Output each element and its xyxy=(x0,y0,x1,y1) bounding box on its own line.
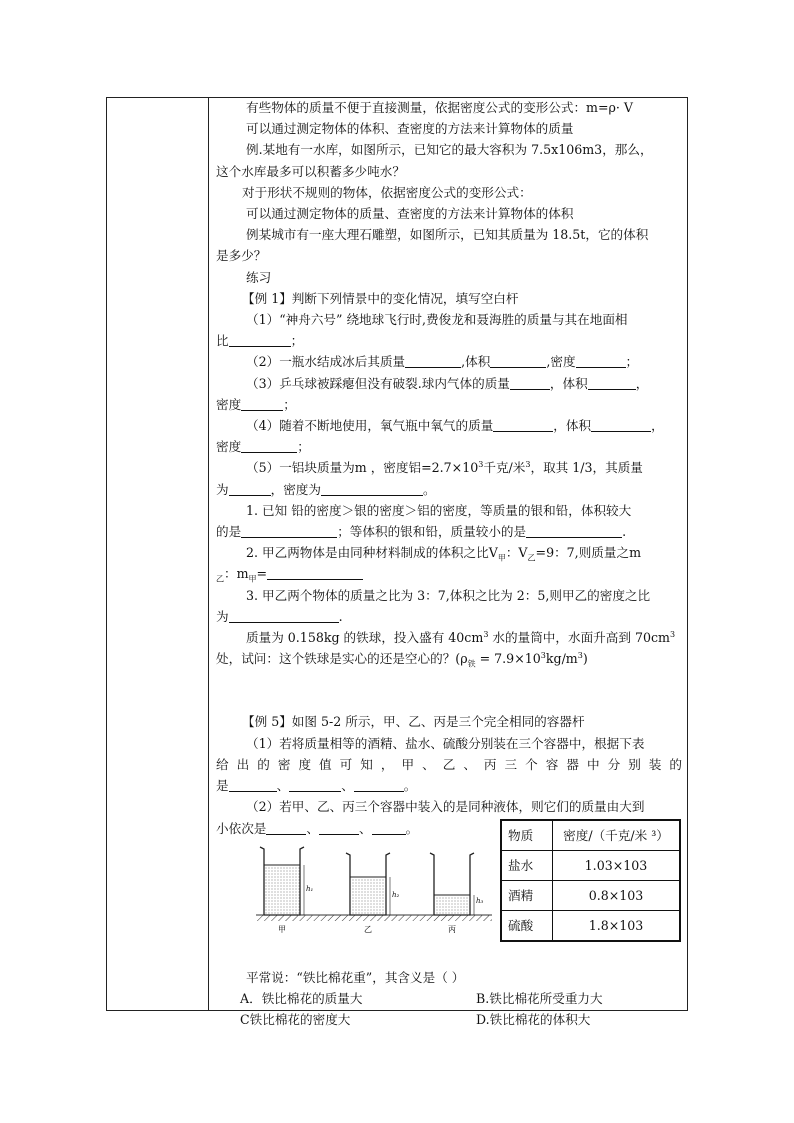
question-1: （1）“神舟六号” 绕地球飞行时,费俊龙和聂海胜的质量与其在地面相 xyxy=(246,312,628,328)
question-3-cont: 密度 ； xyxy=(216,396,296,412)
practice-1: 1. 已知 铅的密度＞银的密度＞铝的密度，等质量的银和铅，体积较大 xyxy=(246,502,632,518)
example-5-part-2-answer: 小依次是 、 、 。 xyxy=(216,820,419,836)
table-cell: 0.8×103 xyxy=(553,880,681,910)
option-d[interactable]: D.铁比棉花的体积大 xyxy=(476,1012,591,1028)
density-table xyxy=(500,819,681,942)
table-cell: 酒精 xyxy=(501,880,553,910)
table-row xyxy=(501,910,680,941)
answer-blank[interactable] xyxy=(405,353,461,368)
example-5-title: 【例 5】如图 5-2 所示，甲、乙、丙是三个完全相同的容器杆 xyxy=(242,714,585,730)
iron-ball-question: 质量为 0.158kg 的铁球，投入盛有 $40cm^3$ 水的量筒中，水面升高到 $70cm^3$ xyxy=(246,629,676,646)
options-row xyxy=(216,988,682,1009)
cotton-question: 平常说：“铁比棉花重”，其含义是（ ） xyxy=(246,969,465,985)
table-cell: 1.8×103 xyxy=(553,910,681,941)
table-cell: 盐水 xyxy=(501,850,553,880)
text-line: 例某城市有一座大理石雕塑，如图所示，已知其质量为 18.5t，它的体积 xyxy=(246,227,649,243)
table-header-cell: 密度/（千克/米 ³） xyxy=(553,820,681,851)
practice-3: 3. 甲乙两个物体的质量之比为 3：7,体积之比为 2：5,则甲乙的密度之比 xyxy=(246,587,651,603)
text-line: 练习 xyxy=(246,269,272,285)
height-label: h₂ xyxy=(392,890,400,899)
question-3: （3）乒乓球被踩瘪但没有破裂.球内气体的质量 ，体积 ， xyxy=(246,375,649,391)
beaker-label: 丙 xyxy=(448,924,456,934)
example-1-title: 【例 1】判断下列情景中的变化情况，填写空白杆 xyxy=(242,290,519,306)
question-2: （2）一瓶水结成冰后其质量 ,体积 ,密度 ； xyxy=(246,354,639,370)
option-c[interactable]: C铁比棉花的密度大 xyxy=(240,1012,351,1028)
practice-1-cont: 的是 ；等体积的银和铅，质量较小的是 . xyxy=(216,524,627,540)
answer-blank[interactable] xyxy=(241,523,337,538)
option-a[interactable]: A．铁比棉花的质量大 xyxy=(240,990,363,1006)
height-label: h₁ xyxy=(306,884,314,893)
answer-blank[interactable] xyxy=(576,353,626,368)
answer-blank[interactable] xyxy=(241,396,283,411)
example-5-part-1-answer: 是 、 、 。 xyxy=(216,778,417,794)
example-5-part-2: （2）若甲、乙、丙三个容器中装入的是同种液体，则它们的质量由大到 xyxy=(246,799,645,815)
question-5: （5）一铝块质量为m ，密度铝$=2.7\times 10^3$千克/米$^3$，取其 1/3，其质量 xyxy=(246,460,643,476)
question-4: （4）随着不断地使用，氧气瓶中氧气的质量 ，体积 ， xyxy=(246,418,664,434)
answer-blank[interactable] xyxy=(591,417,651,432)
figure-and-table xyxy=(216,819,682,981)
column-divider xyxy=(208,97,209,1011)
answer-blank[interactable] xyxy=(229,608,339,623)
text-line: 这个水库最多可以积蓄多少吨水？ xyxy=(216,163,405,179)
beaker-jia xyxy=(260,847,314,915)
answer-blank[interactable] xyxy=(588,375,636,390)
lesson-content xyxy=(216,97,682,1030)
table-header-cell: 物质 xyxy=(501,820,553,851)
answer-blank[interactable] xyxy=(321,481,423,496)
example-5-part-1-cont: 给出的密度值可知，甲、乙、丙三个容器中分别装的 xyxy=(216,756,682,772)
text-line: 对于形状不规则的物体，依据密度公式的变形公式： xyxy=(242,184,532,200)
beaker-label: 甲 xyxy=(278,924,286,934)
beaker-bing xyxy=(430,853,484,915)
table-row xyxy=(501,850,680,880)
answer-blank[interactable] xyxy=(241,438,297,453)
text-line: 有些物体的质量不便于直接测量，依据密度公式的变形公式：m=ρ· V xyxy=(246,100,634,115)
iron-ball-question-cont: 处，试问：这个铁球是实心的还是空心的？$(\rho_铁 = 7.9\times 10^3kg/m^3)$ xyxy=(216,651,588,669)
answer-blank[interactable] xyxy=(229,777,277,792)
question-4-cont: 密度 ； xyxy=(216,439,310,455)
table-row xyxy=(501,880,680,910)
answer-blank[interactable] xyxy=(267,565,363,580)
beakers-figure xyxy=(256,837,492,937)
practice-2: 2. 甲乙两物体是由同种材料制成的体积之比$V_甲$：$V_乙=9$：7,则质量之m xyxy=(246,545,642,563)
beaker-label: 乙 xyxy=(364,924,372,934)
question-1-cont: 比 ； xyxy=(216,333,304,349)
options-row xyxy=(216,1009,682,1030)
text-line: 可以通过测定物体的质量、查密度的方法来计算物体的体积 xyxy=(246,206,574,222)
text-line: 例.某地有一水库，如图所示，已知它的最大容积为 7.5x106m3，那么， xyxy=(246,142,653,158)
text-line: 可以通过测定物体的体积、查密度的方法来计算物体的质量 xyxy=(246,121,574,137)
text-line: 是多少？ xyxy=(216,248,267,264)
table-cell: 硫酸 xyxy=(501,910,553,941)
practice-3-cont: 为 . xyxy=(216,608,343,624)
answer-blank[interactable] xyxy=(510,375,550,390)
answer-blank[interactable] xyxy=(229,332,291,347)
practice-2-cont: $_乙$：$m_甲=$ xyxy=(216,563,682,584)
answer-blank[interactable] xyxy=(354,777,404,792)
answer-blank[interactable] xyxy=(490,353,546,368)
beaker-yi xyxy=(346,853,400,915)
answer-blank[interactable] xyxy=(289,777,341,792)
table-header-row xyxy=(501,820,680,851)
option-b[interactable]: B.铁比棉花所受重力大 xyxy=(476,990,603,1006)
answer-blank[interactable] xyxy=(526,523,622,538)
example-5-part-1: （1）若将质量相等的酒精、盐水、硫酸分别装在三个容器中，根据下表 xyxy=(246,735,645,751)
table-cell: 1.03×103 xyxy=(553,850,681,880)
question-5-cont: 为 ，密度为 。 xyxy=(216,481,436,497)
spacer xyxy=(216,669,682,711)
answer-blank[interactable] xyxy=(229,481,271,496)
height-label: h₃ xyxy=(476,896,484,905)
answer-blank[interactable] xyxy=(493,417,553,432)
